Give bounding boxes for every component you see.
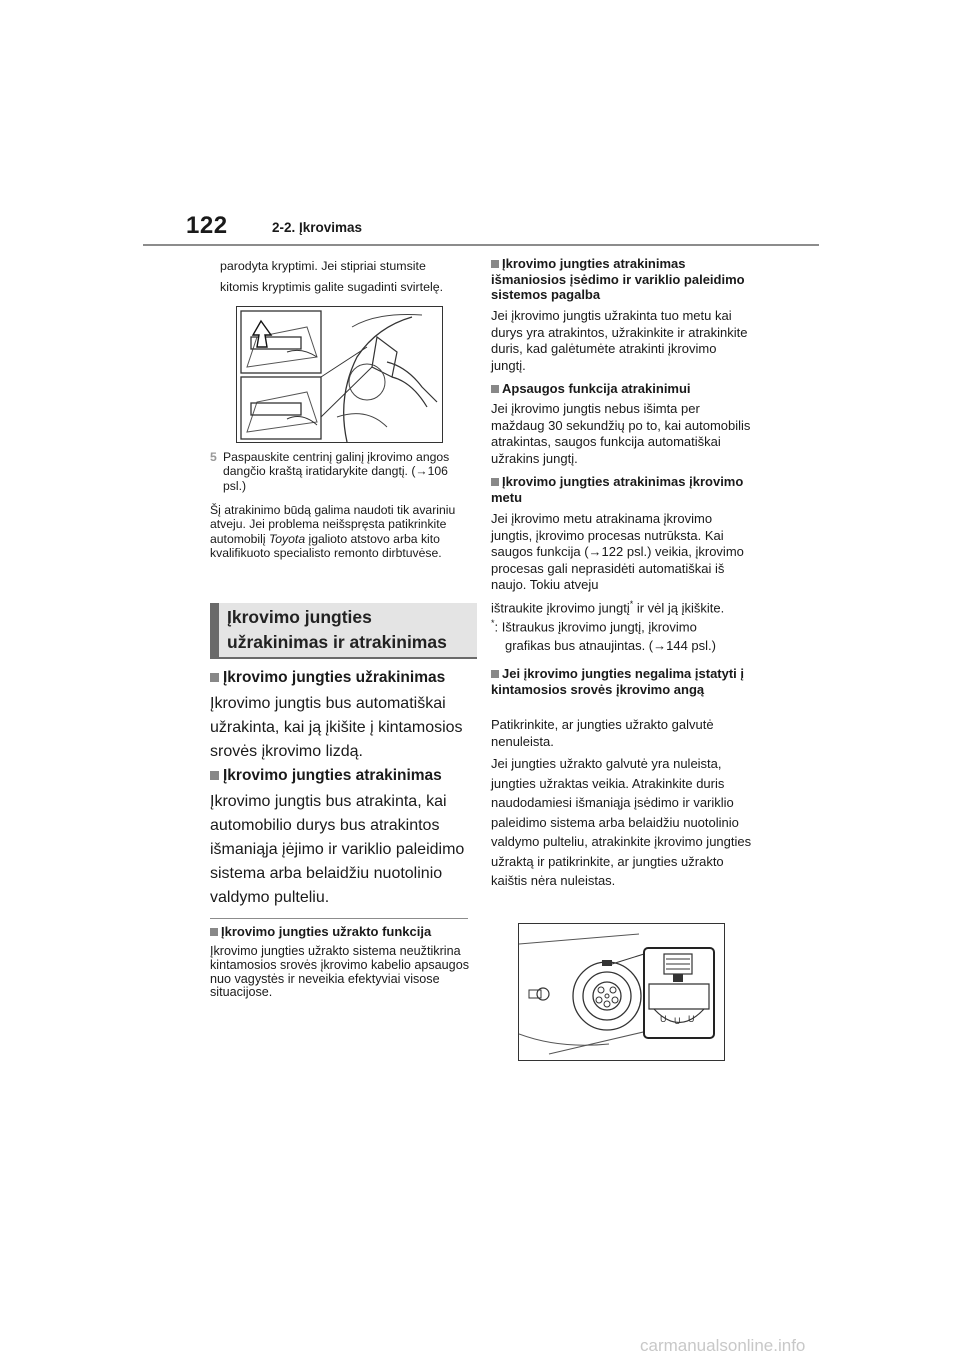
unlock-heading xyxy=(210,766,472,786)
svg-text:U: U xyxy=(660,1014,667,1024)
continued-text xyxy=(220,256,470,298)
para-3-last-pre: ištraukite įkrovimo jungtį xyxy=(491,600,630,616)
bullet-square-icon xyxy=(491,670,499,678)
unlock-heading-text: Įkrovimo jungties atrakinimas xyxy=(223,767,442,784)
lock-heading xyxy=(210,668,472,688)
charging-port-illustration xyxy=(519,924,724,1060)
bullet-square-icon xyxy=(491,478,499,486)
bullet-square-icon xyxy=(210,771,219,780)
lock-function-heading xyxy=(210,924,472,940)
unlock-text: Įkrovimo jungtis bus atrakinta, kai automobilio durys bus atrakintos išmaniąja įėjimo ir variklio paleidimo sistema arba belaidžiu nuotolinio valdymo pulteliu. xyxy=(210,793,465,906)
step-number: 5 xyxy=(210,450,217,464)
lock-text: Įkrovimo jungtis bus automatiškai užrakinta, kai ją įkišite į kintamosios srovės įkrovimo lizdą. xyxy=(210,695,463,760)
continued-line-2: kitomis kryptimis galite sugadinti svirtelę. xyxy=(220,280,444,294)
right-heading-2 xyxy=(491,381,753,397)
figure-charging-port xyxy=(518,923,725,1061)
right-heading-4-text: Jei įkrovimo jungties negalima įstatyti į kintamosios srovės įkrovimo angą xyxy=(491,666,745,697)
footnote xyxy=(491,614,753,655)
right-heading-4 xyxy=(491,666,753,697)
header-rule xyxy=(143,244,819,246)
lock-function-heading-text: Įkrovimo jungties užrakto funkcija xyxy=(221,924,432,939)
right-para-4: Patikrinkite, ar jungties užrakto galvutė nenuleista. xyxy=(491,717,714,749)
right-heading-3 xyxy=(491,474,753,505)
svg-text:U: U xyxy=(688,1014,695,1024)
right-para-5: Jei jungties užrakto galvutė yra nuleista, jungties užraktas veikia. Atrakinkite duris naudodamiesi išmaniąja įsėdimo ir variklio paleidimo sistema arba belaidžiu nuotolinio valdymo pulteliu, atrakinkite įkrovimo jungties užraktą ir patikrinkite, ar jungties užrakto kaištis nėra nuleistas. xyxy=(491,756,752,888)
footnote-line-1: : Ištraukus įkrovimo jungtį, įkrovimo xyxy=(494,619,697,635)
emergency-note xyxy=(210,503,472,561)
section-heading-box xyxy=(210,603,477,659)
right-para-3: Jei įkrovimo metu atrakinama įkrovimo jungtis, įkrovimo procesas nutrūksta. Kai saugos funkcija (→122 psl.) veikia, įkrovimo procesas gali neprasidėti automatiškai iš naujo. Tokiu atveju xyxy=(491,511,744,593)
right-heading-2-text: Apsaugos funkcija atrakinimui xyxy=(502,381,691,396)
bullet-square-icon xyxy=(210,928,218,936)
right-heading-1 xyxy=(491,256,753,303)
para-3-last-post: ir vėl ją įkiškite. xyxy=(633,600,725,616)
note-pre: Šį atrakinimo būdą galima naudoti tik avariniu atveju. Jei problema neišspręsta patikrinkite automobilį xyxy=(210,503,456,546)
watermark: carmanualsonline.info xyxy=(640,1336,806,1355)
note-post: įgalioto atstovo arba kito kvalifikuoto specialisto remonto dirbtuvėse. xyxy=(210,531,442,561)
figure-lever-release xyxy=(236,306,443,443)
continued-line-1: parodyta kryptimi. Jei stipriai stumsite xyxy=(220,259,426,273)
note-brand: Toyota xyxy=(268,531,306,546)
footnote-line-2: grafikas bus atnaujintas. (→144 psl.) xyxy=(505,638,716,654)
right-heading-1-text: Įkrovimo jungties atrakinimas išmaniosios įsėdimo ir variklio paleidimo sistemos pagalba xyxy=(491,256,745,303)
right-para-1: Jei įkrovimo jungtis užrakinta tuo metu kai durys yra atrakintos, užrakinkite ir atrakinkite duris, kad galėtumėte atrakinti įkrovimo jungtį. xyxy=(491,308,748,373)
section-heading-text: Įkrovimo jungties užrakinimas ir atrakinimas xyxy=(227,607,447,652)
section-title: 2-2. Įkrovimas xyxy=(272,220,363,235)
footnote-ref: * xyxy=(629,599,634,609)
svg-text:U: U xyxy=(674,1016,681,1026)
right-heading-3-text: Įkrovimo jungties atrakinimas įkrovimo metu xyxy=(491,474,744,505)
page-number: 122 xyxy=(186,212,228,239)
bullet-square-icon xyxy=(210,673,219,682)
info-rule xyxy=(210,918,468,919)
step-text: Paspauskite centrinį galinį įkrovimo angos dangčio kraštą iratidarykite dangtį. (→106 psl.) xyxy=(223,450,450,493)
bullet-square-icon xyxy=(491,385,499,393)
bullet-square-icon xyxy=(491,260,499,268)
right-para-2: Jei įkrovimo jungtis nebus išimta per maždaug 30 sekundžių po to, kai automobilis atrakintas, saugos funkcija automatiškai užrakins jungtį. xyxy=(491,401,751,466)
footnote-mark: * xyxy=(491,618,495,628)
lever-release-illustration xyxy=(237,307,442,442)
lock-heading-text: Įkrovimo jungties užrakinimas xyxy=(223,669,446,686)
lock-function-text: Įkrovimo jungties užrakto sistema neužtikrina kintamosios srovės įkrovimo kabelio apsaugos nuo vagystės ir neveikia efektyviai visose situacijose. xyxy=(210,944,469,1000)
